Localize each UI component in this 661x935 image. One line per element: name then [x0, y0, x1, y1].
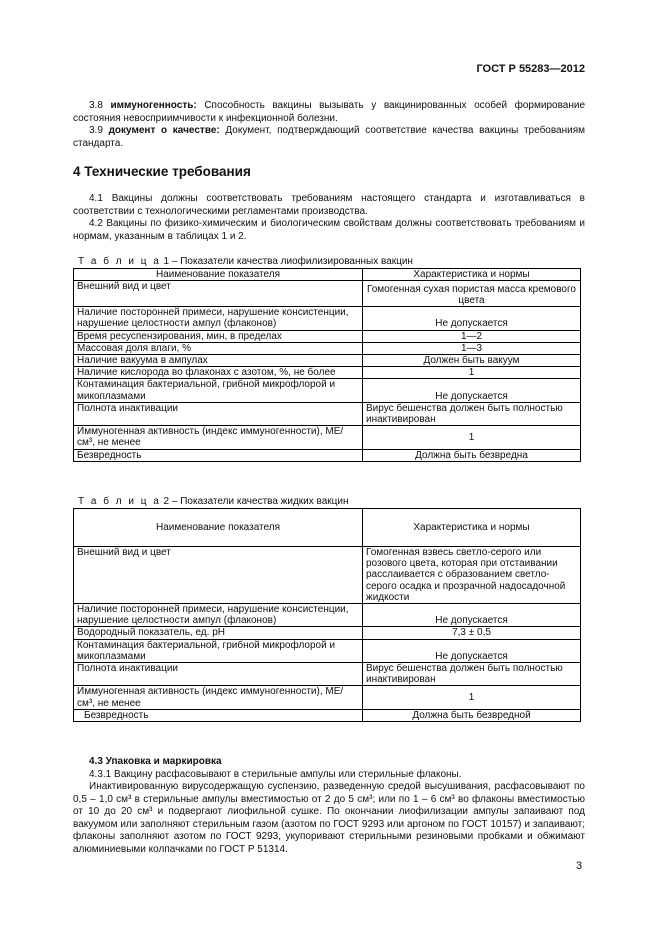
table-cell: Вирус бешенства должен быть полностью инактивирован — [363, 663, 581, 686]
table-row — [74, 355, 581, 367]
clause-number: 3.9 — [89, 125, 103, 136]
table-cell: Вирус бешенства должен быть полностью инактивирован — [363, 402, 581, 425]
table-cell: Иммуногенная активность (индекс иммуногенности), МЕ/см³, не менее — [74, 426, 363, 449]
table-cell: Внешний вид и цвет — [74, 547, 363, 604]
table-row — [74, 604, 581, 627]
table-cell: 7,3 ± 0,5 — [363, 627, 581, 639]
clause-4-2: 4.2 Вакцины по физико-химическим и биологическим свойствам должны соответствовать требованиям и нормам, указанным в таблицах 1 и 2. — [73, 218, 585, 242]
table-cell: 1 — [363, 367, 581, 379]
definitions-block — [73, 100, 585, 150]
table-header-row — [74, 269, 581, 281]
document-header: ГОСТ Р 55283—2012 — [476, 63, 585, 75]
term: документ о качестве: — [108, 125, 220, 136]
table-row — [74, 639, 581, 662]
table-cell: Не допускается — [363, 379, 581, 402]
clause-4-3-1-text: Инактивированную вирусодержащую суспензию, разведенную средой высушивания, расфасовывают по 0,5 – 1,0 см³ в стерильные ампулы вместимостью от 2 до 5 см³; или по 1 – 6 см³ во флаконы вместимостью от 10 до 20 см³ и подвергают лиофильной сушке. По окончании лиофилизации ампулы запаивают под вакуумом или заполняют стерильным газом (азотом по ГОСТ 9293 или аргоном по ГОСТ 10157) и запаивают; флаконы заполняют азотом по ГОСТ 9293, укупоривают стерильными резиновыми пробками и обжимают алюминиевыми колпачками по ГОСТ Р 51314. — [73, 781, 585, 855]
definition-3-9 — [73, 125, 585, 150]
caption-label: Т а б л и ц а — [78, 256, 161, 267]
table2-caption — [78, 496, 349, 509]
table-cell: Наличие посторонней примеси, нарушение консистенции, нарушение целостности ампул (флаконов) — [74, 307, 363, 330]
table-cell: Должна быть безвредной — [363, 709, 581, 721]
table-cell: Наличие вакуума в ампулах — [74, 355, 363, 367]
table-row — [74, 663, 581, 686]
table-cell: Время ресуспензирования, мин, в пределах — [74, 330, 363, 342]
definition-text: Документ, подтверждающий соответствие качества вакцины требованиям стандарта. — [73, 125, 586, 149]
table-cell: Гомогенная сухая пористая масса кремового цвета — [363, 281, 581, 307]
table-row — [74, 627, 581, 639]
term: иммуногенность: — [110, 100, 197, 111]
column-header: Характеристика и нормы — [363, 509, 581, 547]
table-cell: Наличие посторонней примеси, нарушение консистенции, нарушение целостности ампул (флаконов) — [74, 604, 363, 627]
table-cell: Иммуногенная активность (индекс иммуногенности), МЕ/см³, не менее — [74, 686, 363, 709]
table-cell: Наличие кислорода во флаконах с азотом, %, не более — [74, 367, 363, 379]
table-cell: Полнота инактивации — [74, 663, 363, 686]
definition-text: Способность вакцины вызывать у вакцинированных особей формирование состояния невосприимчивости к инфекционной болезни. — [73, 100, 586, 124]
caption-text: 1 – Показатели качества лиофилизированных вакцин — [160, 256, 413, 267]
table-cell: Массовая доля влаги, % — [74, 342, 363, 354]
table-cell: Не допускается — [363, 307, 581, 330]
table-row — [74, 402, 581, 425]
table1-caption — [78, 256, 413, 269]
table-header-row — [74, 509, 581, 547]
table-cell: Не допускается — [363, 604, 581, 627]
table-row — [74, 547, 581, 604]
table-row — [74, 330, 581, 342]
clause-4-3-1: 4.3.1 Вакцину расфасовывают в стерильные ампулы или стерильные флаконы. — [89, 768, 462, 780]
section-4-3 — [73, 756, 585, 856]
column-header: Характеристика и нормы — [363, 269, 581, 281]
table-cell: Гомогенная взвесь светло-серого или розового цвета, которая при отстаивании расслаивается с образованием светло-серого осадка и прозрачной надосадочной жидкости — [363, 547, 581, 604]
clause-4-1: 4.1 Вакцины должны соответствовать требованиям настоящего стандарта и изготавливаться в соответствии с технологическими регламентами производства. — [73, 193, 585, 217]
table-cell: Должен быть вакуум — [363, 355, 581, 367]
table-cell: Полнота инактивации — [74, 402, 363, 425]
section-4-text — [73, 193, 585, 243]
table-cell: 1 — [363, 686, 581, 709]
table-cell: Должна быть безвредна — [363, 449, 581, 461]
table-cell: Безвредность — [74, 709, 363, 721]
table-row — [74, 367, 581, 379]
table-row — [74, 709, 581, 721]
section-4-title: 4 Технические требования — [73, 164, 251, 179]
table-row — [74, 342, 581, 354]
table-1 — [73, 268, 581, 462]
table-cell: Не допускается — [363, 639, 581, 662]
table-cell: 1—2 — [363, 330, 581, 342]
table-cell: Контаминация бактериальной, грибной микрофлорой и микоплазмами — [74, 379, 363, 402]
table-cell: 1—3 — [363, 342, 581, 354]
column-header: Наименование показателя — [74, 509, 363, 547]
caption-text: 2 – Показатели качества жидких вакцин — [160, 496, 349, 507]
page-number: 3 — [576, 860, 583, 872]
table-cell: Контаминация бактериальной, грибной микрофлорой и микоплазмами — [74, 639, 363, 662]
table-cell: Безвредность — [74, 449, 363, 461]
section-4-3-title: 4.3 Упаковка и маркировка — [89, 756, 222, 767]
table-row — [74, 426, 581, 449]
table-2 — [73, 508, 581, 722]
clause-number: 3.8 — [89, 100, 103, 111]
caption-label: Т а б л и ц а — [78, 496, 161, 507]
table-row — [74, 307, 581, 330]
column-header: Наименование показателя — [74, 269, 363, 281]
table-row — [74, 449, 581, 461]
table-row — [74, 379, 581, 402]
definition-3-8 — [73, 100, 585, 125]
table-cell: Внешний вид и цвет — [74, 281, 363, 307]
table-cell: Водородный показатель, ед. pH — [74, 627, 363, 639]
table-cell: 1 — [363, 426, 581, 449]
table-row — [74, 686, 581, 709]
table-row — [74, 281, 581, 307]
